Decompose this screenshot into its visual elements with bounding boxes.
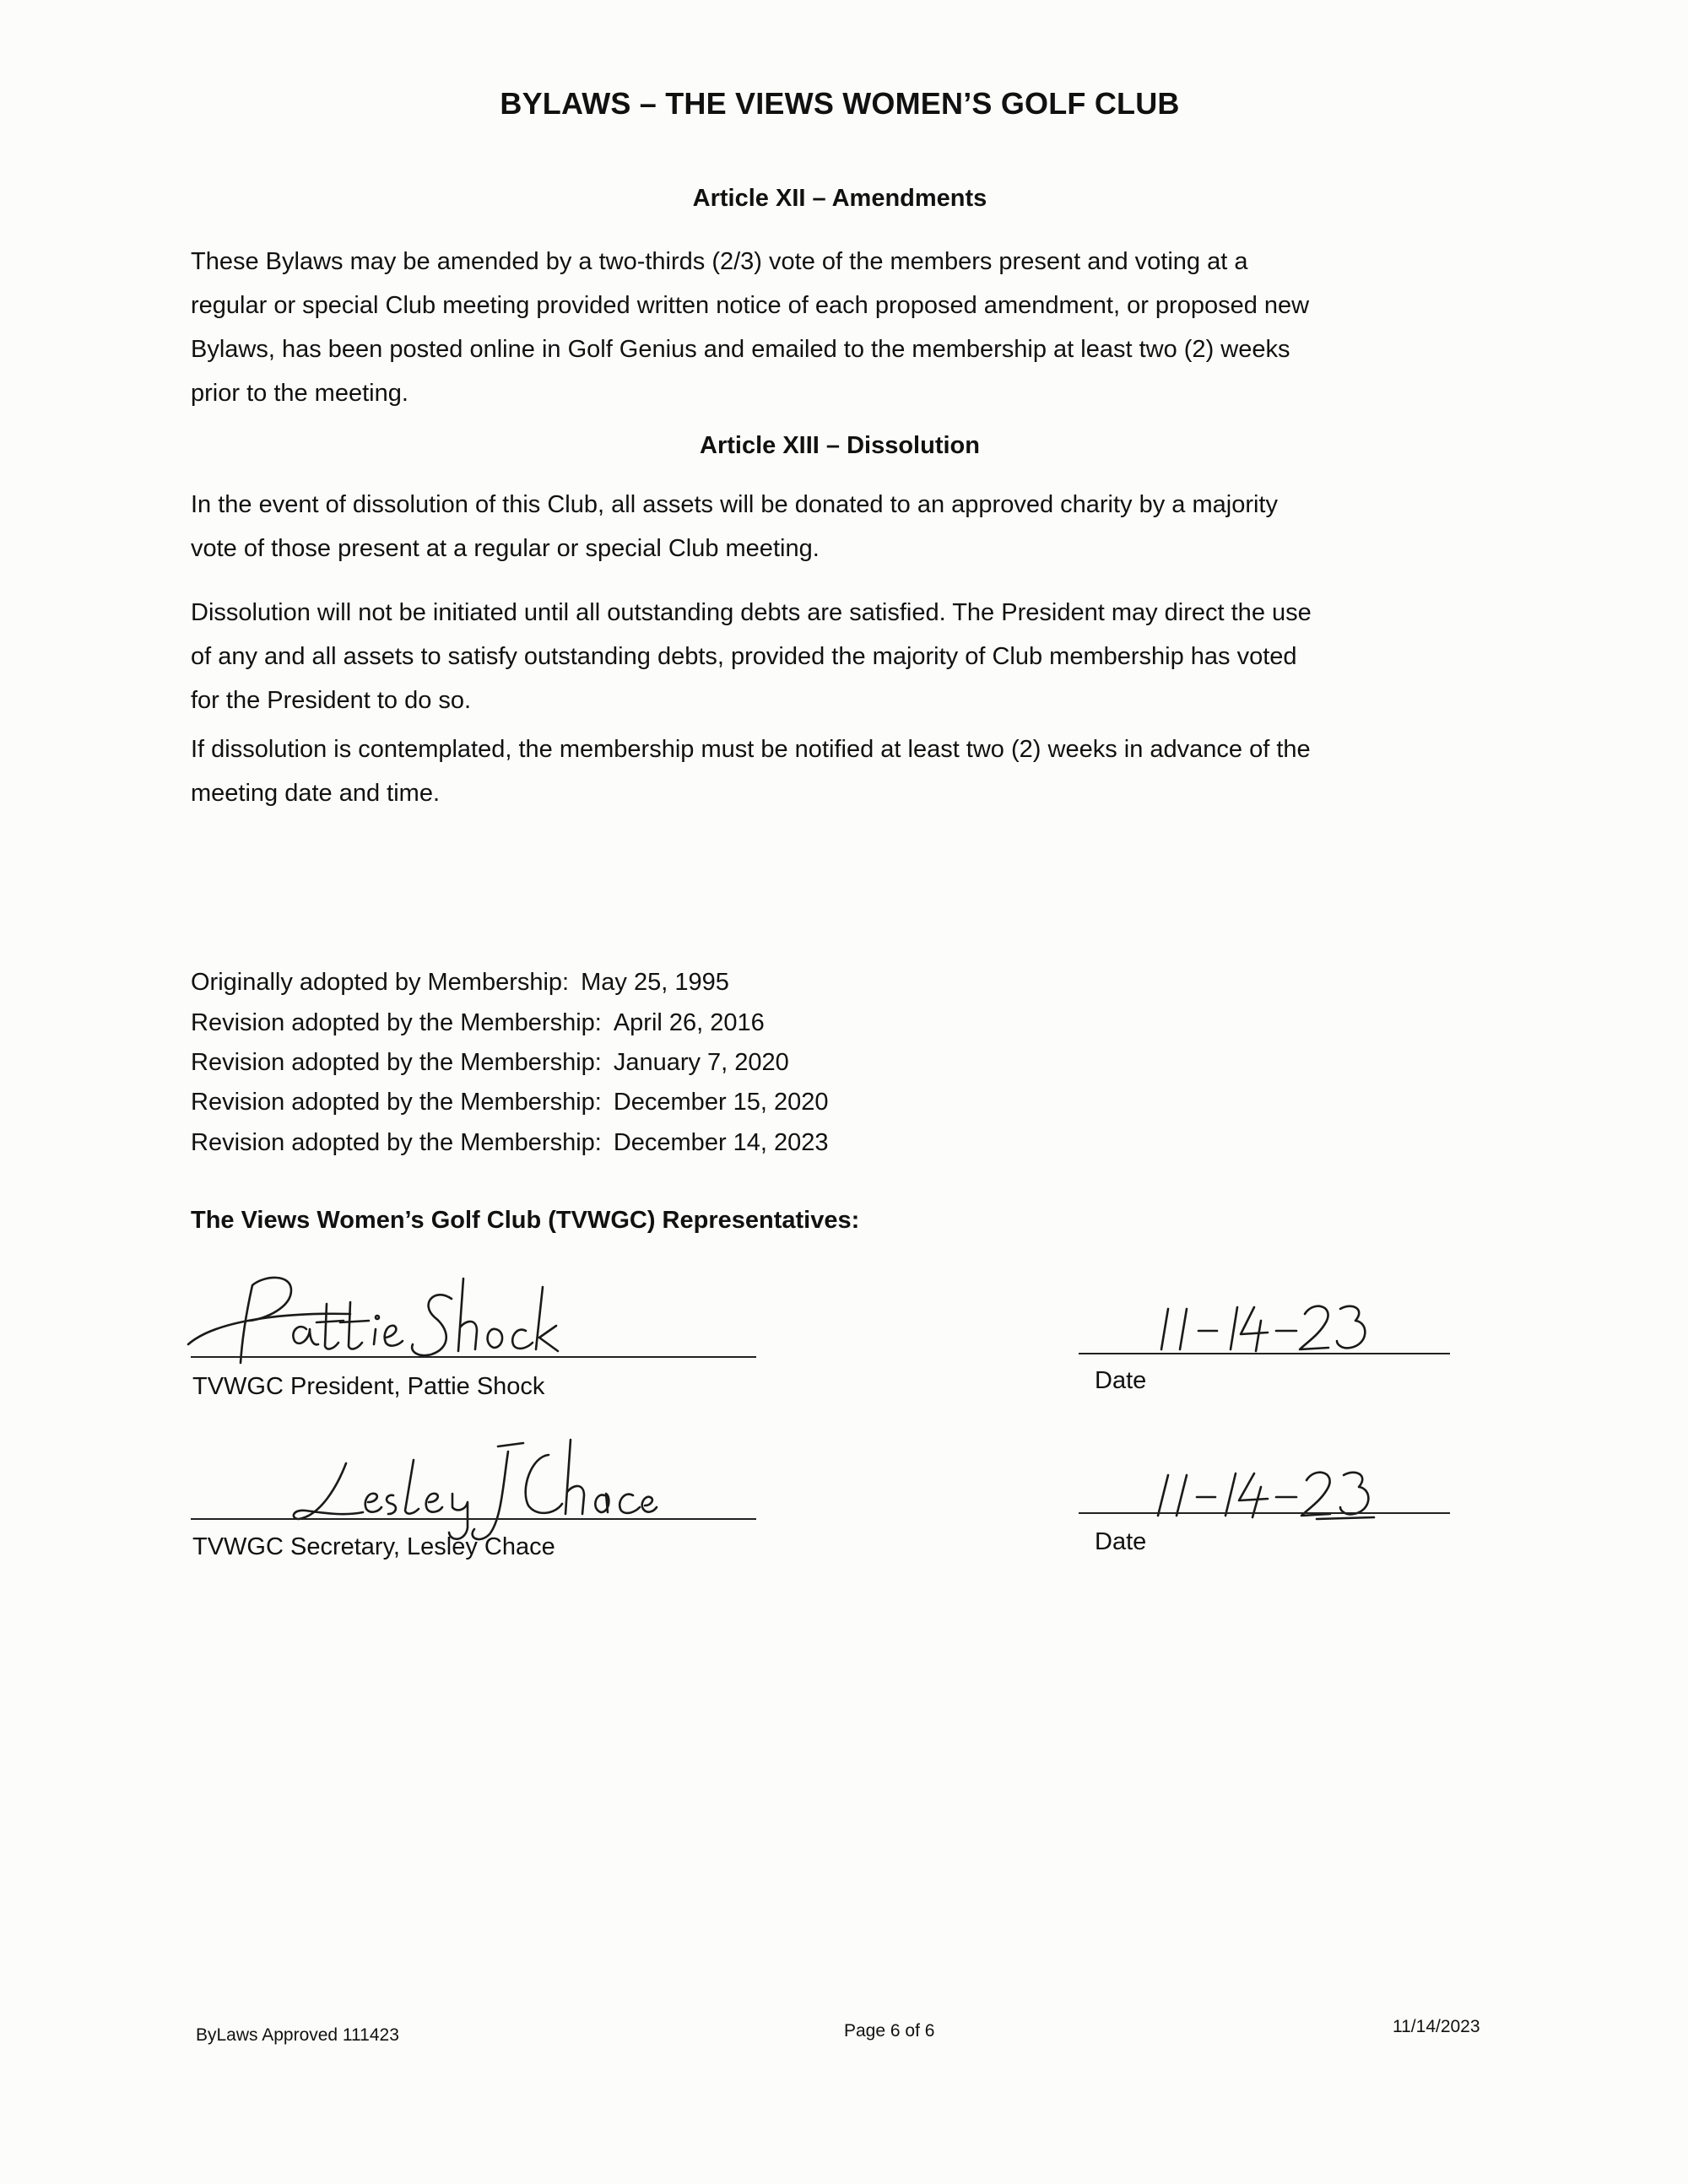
president-date-label: Date: [1095, 1367, 1147, 1394]
president-signature-line: [191, 1356, 756, 1358]
revision-date: May 25, 1995: [581, 969, 729, 996]
text-line: Dissolution will not be initiated until all outstanding debts are satisfied. The President may direct the use: [191, 599, 1312, 626]
text-line: If dissolution is contemplated, the membership must be notified at least two (2) weeks in advance of the: [191, 736, 1311, 763]
revision-label: Originally adopted by Membership:: [191, 969, 570, 996]
footer-page-number: Page 6 of 6: [844, 2021, 935, 2041]
president-label: TVWGC President, Pattie Shock: [192, 1373, 545, 1400]
secretary-label: TVWGC Secretary, Lesley Chace: [192, 1533, 555, 1560]
revision-entry: [191, 1089, 829, 1116]
text-line: for the President to do so.: [191, 687, 472, 714]
text-line: In the event of dissolution of this Club, all assets will be donated to an approved charity by a majority: [191, 491, 1278, 518]
document-title: BYLAWS – THE VIEWS WOMEN’S GOLF CLUB: [500, 86, 1180, 121]
secretary-date-line: [1079, 1512, 1450, 1514]
text-line: prior to the meeting.: [191, 380, 408, 407]
text-line: of any and all assets to satisfy outstanding debts, provided the majority of Club membership has voted: [191, 643, 1297, 670]
revision-label: Revision adopted by the Membership:: [191, 1089, 602, 1116]
revision-entry: [191, 1129, 829, 1157]
footer-left: ByLaws Approved 111423: [196, 2025, 399, 2045]
president-date-line: [1079, 1353, 1450, 1354]
text-line: regular or special Club meeting provided written notice of each proposed amendment, or proposed new: [191, 292, 1310, 319]
article-xiii-paragraph-3: [191, 727, 1507, 815]
text-line: vote of those present at a regular or special Club meeting.: [191, 535, 820, 562]
text-line: meeting date and time.: [191, 780, 441, 807]
text-line: Bylaws, has been posted online in Golf Genius and emailed to the membership at least two (2) weeks: [191, 336, 1290, 363]
revision-date: December 14, 2023: [613, 1129, 829, 1156]
revision-entry: [191, 969, 729, 997]
revision-date: April 26, 2016: [613, 1009, 765, 1036]
secretary-handwritten-date: [1148, 1460, 1384, 1527]
article-xii-paragraph: [191, 240, 1507, 415]
article-xiii-paragraph-2: [191, 591, 1507, 722]
revision-label: Revision adopted by the Membership:: [191, 1129, 602, 1156]
secretary-date-label: Date: [1095, 1528, 1147, 1555]
text-line: These Bylaws may be amended by a two-thirds (2/3) vote of the members present and voting at a: [191, 248, 1248, 275]
representatives-heading: The Views Women’s Golf Club (TVWGC) Representatives:: [191, 1207, 860, 1234]
secretary-signature-line: [191, 1518, 756, 1520]
revision-label: Revision adopted by the Membership:: [191, 1049, 602, 1076]
article-xiii-heading: Article XIII – Dissolution: [700, 432, 980, 459]
revision-entry: [191, 1049, 789, 1077]
revision-date: January 7, 2020: [613, 1049, 789, 1076]
revision-date: December 15, 2020: [613, 1089, 829, 1116]
revision-entry: [191, 1009, 765, 1037]
article-xiii-paragraph-1: [191, 483, 1507, 570]
revision-label: Revision adopted by the Membership:: [191, 1009, 602, 1036]
footer-date: 11/14/2023: [1393, 2017, 1480, 2036]
article-xii-heading: Article XII – Amendments: [692, 185, 987, 212]
